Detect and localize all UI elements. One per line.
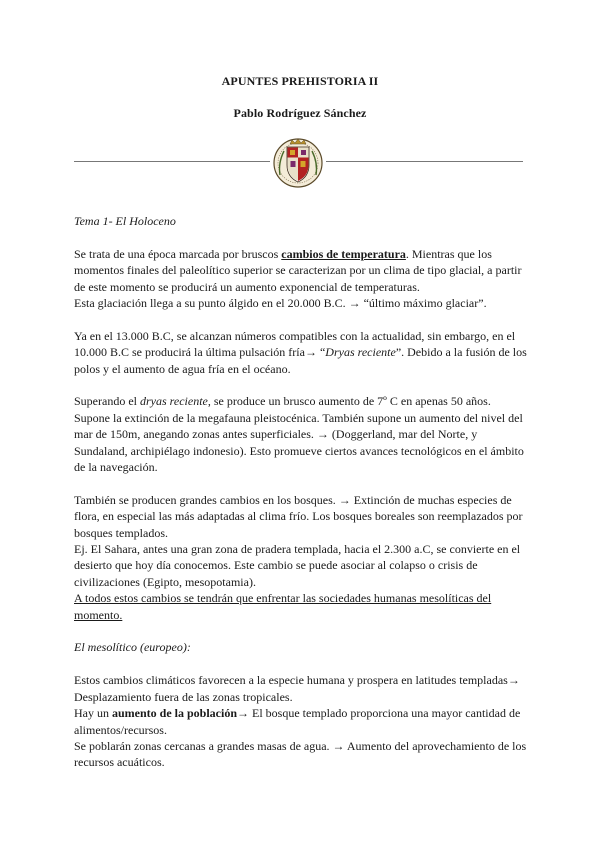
- section-heading-mesolitico: El mesolítico (europeo):: [74, 640, 191, 655]
- text-run: Se trata de una época marcada por bruscos: [74, 246, 282, 261]
- emphasis-dryas-reciente: Dryas reciente: [325, 345, 396, 360]
- section-heading-holoceno: Tema 1- El Holoceno: [74, 214, 176, 228]
- text-run: Ya en el 13.000 B.C, se alcanzan números compatibles con la actualidad, sin embargo, en el 10.000 B.C se producirá la última pulsación fría→ “: [74, 328, 516, 360]
- university-seal-icon: [272, 135, 324, 191]
- emphasis-cambios-temperatura: cambios de temperatura: [281, 246, 406, 261]
- paragraph: [74, 705, 529, 738]
- text-run: , se produce un brusco aumento de 7º C en apenas 50 años. Supone la extinción de la megafauna pleistocénica. También supone un aumento del nivel del mar de 150m, anegando zonas antes superficiales. → (Doggerland, mar del Norte, y Sundaland, archipiélago indonesio). Esto promueve ciertos avances tecnológicos en el ámbito de la navegación.: [74, 394, 524, 475]
- paragraph-underlined: A todos estos cambios se tendrán que enfrentar las sociedades humanas mesolíticas del momento.: [74, 591, 492, 622]
- text-run: Hay un: [74, 706, 112, 721]
- paragraph: Estos cambios climáticos favorecen a la especie humana y prospera en latitudes templadas→ Desplazamiento fuera de las zonas tropicales.: [74, 673, 520, 704]
- right-divider-line: [326, 161, 523, 162]
- emphasis-aumento-poblacion: aumento de la población: [112, 706, 238, 721]
- main-content: [74, 213, 529, 771]
- paragraph: [74, 328, 529, 377]
- text-run: Superando el: [74, 394, 140, 409]
- paragraph: También se producen grandes cambios en los bosques. → Extinción de muchas especies de flora, en especial las más adaptadas al clima frío. Los bosques boreales son reemplazados por bosques templados.: [74, 492, 523, 540]
- paragraph: Ej. El Sahara, antes una gran zona de pradera templada, hacia el 2.300 a.C, se convierte en el desierto que hoy día conocemos. Este cambio se puede asociar al colapso o crisis de civilizaciones (Egipto, mesopotamia).: [74, 542, 521, 589]
- paragraph: [74, 246, 529, 295]
- text-run: → El bosque templado proporciona una mayor cantidad de alimentos/recursos.: [74, 706, 521, 737]
- emphasis-dryas-reciente: dryas reciente: [139, 394, 208, 409]
- paragraph: Se poblarán zonas cercanas a grandes masas de agua. → Aumento del aprovechamiento de los recursos acuáticos.: [74, 738, 527, 770]
- text-run: ”. Debido a la fusión de los polos y el aumento de agua fría en el océano.: [74, 345, 527, 376]
- text-run: . Mientras que los momentos finales del paleolítico superior se caracterizan por un clima de tipo glacial, a partir de este momento se producirá un aumento exponencial de temperaturas.: [74, 246, 522, 294]
- left-divider-line: [74, 161, 270, 162]
- document-title: APUNTES PREHISTORIA II: [221, 74, 379, 88]
- author-name: Pablo Rodríguez Sánchez: [233, 106, 367, 120]
- paragraph: [74, 393, 529, 475]
- paragraph: Esta glaciación llega a su punto álgido en el 20.000 B.C. → “último máximo glaciar”.: [74, 296, 487, 311]
